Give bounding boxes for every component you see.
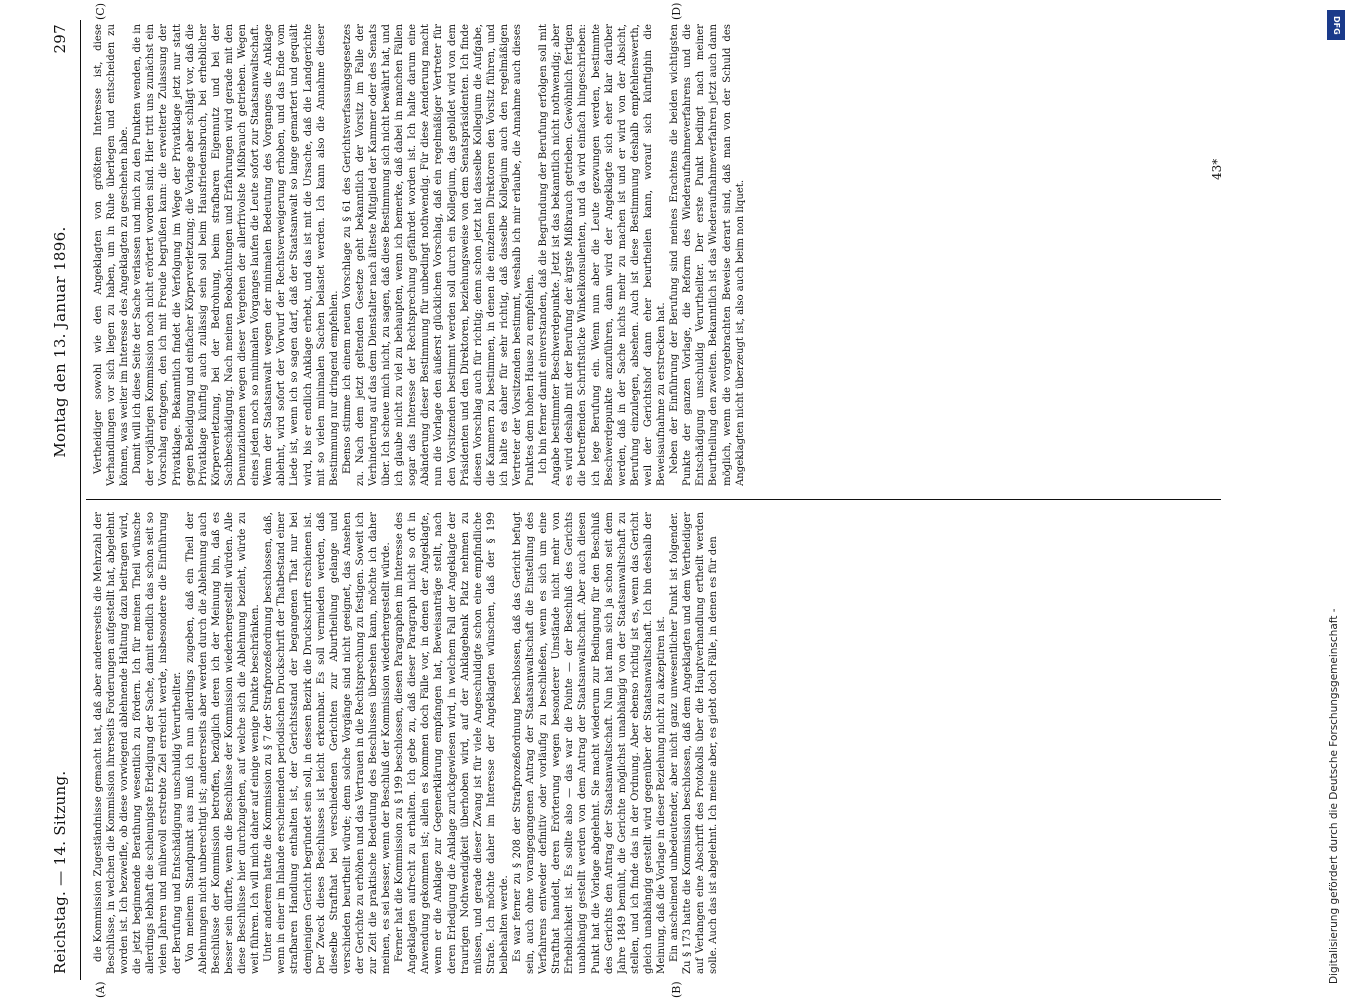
margin-marker-a: (A) — [94, 981, 107, 998]
paragraph: Es war ferner zu § 208 der Strafprozeßordnung beschlossen, daß das Gericht befugt sein, auch ohne vorangegangenen Antrag der Staatsanwaltschaft die Einstellung des Verfahrens entweder definitiv oder vorläufig zu beschließen, wenn es sich um eine Strafthat handelt, deren Erörterung wegen besonderer Umstände nicht mehr von Erheblichkeit ist. Es sollte also — das war die Pointe — der Beschluß des Gerichts unabhängig gestellt werden von dem Antrag der Staatsanwaltschaft. Aber auch diesen Punkt hat die Vorlage abgelehnt. Sie macht wiederum zur Bedingung für den Beschluß des Gerichts den Antrag der Staatsanwaltschaft. Nun hat man sich ja schon seit dem Jahre 1849 bemüht, die Gerichte möglichst unabhängig von der Staatsanwaltschaft zu stellen, und ich finde das in der Ordnung. Aber ebenso richtig ist es, wenn das Gericht gleich unabhängig gestellt wird gegenüber der Staatsanwaltschaft. Ich bin deshalb der Meinung, daß die Vorlage in dieser Beziehung nicht zu akzeptiren ist. — [512, 512, 668, 974]
margin-marker-c: (C) — [94, 3, 107, 20]
document-page — [40, 0, 1285, 1000]
paragraph: Ferner hat die Kommission zu § 199 beschlossen, diesen Paragraphen im Interesse des Angeklagten aufrecht zu erhalten. Ich gebe zu, daß dieser Paragraph nicht so oft in Anwendung gekommen ist; allein es kommen doch Fälle vor, in denen der Angeklagte, wenn er die Anklage zur Gegenerklärung empfangen hat, Beweisanträge stellt, nach deren Erledigung die Anklage zurückgewiesen wird, in welchem Fall der Angeklagte der traurigen Nothwendigkeit überhoben wird, auf der Anklagebank Platz nehmen zu müssen, und gerade dieser Zwang ist für viele Angeschuldigte schon eine empfindliche Strafe. Ich möchte daher im Interesse der Angeklagten wünschen, daß der § 199 beibehalten werde. — [394, 512, 510, 974]
page-number: 297 — [51, 24, 69, 54]
paragraph: Von meinem Standpunkt aus muß ich nun allerdings zugeben, daß ein Theil der Ablehnungen nicht unberechtigt ist; andererseits aber werden durch die Ablehnung auch Beschlüsse der Kommission betroffen, bezüglich deren ich der Meinung bin, daß es besser sein dürfte, wenn die Beschlüsse der Kommission wiederhergestellt würden. Alle diese Beschlüsse hier durchzugehen, auf welche sich die Ablehnung bezieht, würde zu weit führen. Ich will mich daher auf einige wenige Punkte beschränken. — [184, 512, 262, 974]
paragraph: Ich bin ferner damit einverstanden, daß die Begründung der Berufung erfolgen soll mit Angabe bestimmter Beschwerdepunkte. Jetzt ist das bekanntlich nicht nothwendig; aber es wird deshalb mit der Berufung der ärgste Mißbrauch getrieben. Gewöhnlich fertigen die betreffenden Schriftstücke Winkelkonsulenten, und da wird einfach hingeschrieben: ich lege Berufung ein. Wenn nun aber die Leute gezwungen werden, bestimmte Beschwerdepunkte anzuführen, dann wird der Angeklagte sich eher klar darüber werden, daß in der Sache nichts mehr zu machen ist und er wird von der Absicht, Berufung einzulegen, absehen. Auch ist diese Bestimmung deshalb empfehlenswerth, weil der Gerichtshof dann eher beurtheilen kann, worauf sich künftighin die Beweisaufnahme zu erstrecken hat. — [538, 24, 668, 486]
margin-marker-b: (B) — [670, 981, 683, 998]
sheet-signature: 43* — [1210, 158, 1224, 180]
paragraph: Unter anderem hatte die Kommission zu § 7 der Strafprozeßordnung beschlossen, daß, wenn in einer im Inlande erscheinenden periodischen Druckschrift der Thatbestand einer strafbaren Handlung enthalten ist, der Gerichtsstand der begangenen That nur bei demjenigen Gericht begründet sein soll, in dessen Bezirk die Druckschrift erschienen ist. Der Zweck dieses Beschlusses ist leicht erkennbar. Es soll vermieden werden, daß dieselbe Strafthat bei verschiedenen Gerichten zur Aburtheilung gelange und verschieden beurtheilt würde; denn solche Vorgänge sind nicht geeignet, das Ansehen der Gerichte zu erhöhen und das Vertrauen in die Rechtsprechung zu festigen. Soweit ich zur Zeit die praktische Bedeutung des Beschlusses übersehen kann, möchte ich daher meinen, es sei besser, wenn der Beschluß der Kommission wiederhergestellt würde. — [263, 512, 393, 974]
paragraph: Vertheidiger sowohl wie den Angeklagten von größtem Interesse ist, diese Verhandlungen vor sich liegen zu haben, um in Ruhe überlegen und entscheiden zu können, was weiter im Interesse des Angeklagten zu geschehen habe. — [93, 24, 131, 486]
column-divider — [86, 499, 1221, 500]
credit-text: Digitalisierung gefördert durch die Deutsche Forschungsgemeinschaft - — [1328, 608, 1340, 984]
margin-marker-d: (D) — [670, 2, 683, 20]
paragraph: Damit will ich diese Seite der Sache verlassen und mich zu den Punkten wenden, die in der vorjährigen Kommission noch nicht erörtert worden sind. Hier tritt uns zunächst ein Vorschlag entgegen, den ich mit Freude begrüßen kann: die erweiterte Zulassung der Privatklage. Bekanntlich findet die Verfolgung im Wege der Privatklage jetzt nur statt gegen Beleidigung und einfacher Körperverletzung; die Vorlage aber schlägt vor, daß die Privatklage künftig auch zulässig sein soll beim Hausfriedensbruch, bei erheblicher Körperverletzung, bei der Bedrohung, beim strafbaren Eigennutz und bei der Sachbeschädigung. Nach meinen Beobachtungen und Erfahrungen wird gerade mit den Denunziationen wegen dieser Vergehen der allerfrivolste Mißbrauch getrieben. Wegen eines jeden noch so minimalen Vorganges laufen die Leute sofort zur Staatsanwaltschaft. Wenn der Staatsanwalt wegen der minimalen Bedeutung des Vorganges die Anklage ablehnt, wird sofort der Vorwurf der Rechtsverweigerung erhoben, und das Ende vom Liede ist, wenn ich so sagen darf, daß der Staatsanwalt so lange gemartert und gequält wird, bis er endlich Anklage erhebt, und das ist mit die Ursache, daß die Landgerichte mit so vielen minimalen Sachen belastet werden. Ich kann also die Annahme dieser Bestimmung nur dringend empfehlen. — [132, 24, 340, 486]
paragraph: Ein anscheinend unbedeutender, aber nicht ganz unwesentlicher Punkt ist folgender. Zu § 173 hatte die Kommission beschlossen, daß dem Angeklagten und dem Vertheidiger auf Verlangen eine Abschrift des Protokolls über die Hauptverhandlung ertheilt werden solle. Auch das ist abgelehnt. Ich meine aber, es giebt doch Fälle, in denen es für den — [669, 512, 720, 974]
header-left: Reichstag. — 14. Sitzung. — [51, 770, 69, 974]
running-header — [40, 24, 80, 974]
header-rule — [80, 20, 81, 980]
text-column-left — [92, 512, 1222, 974]
header-date: Montag den 13. Januar 1896. — [51, 226, 69, 458]
paragraph: Neben der Einführung der Berufung sind meines Erachtens die beiden wichtigsten Punkte der ganzen Vorlage, die Reform des Wiederaufnahmeverfahrens und die Entschädigung unschuldig Verurtheilter. Der erste Punkt bedingt nach meiner Beurtheilung den zweiten. Bekanntlich ist das Wiederaufnahmeverfahren jetzt auch dann möglich, wenn die vorgebrachten Beweise derart sind, daß man von der Schuld des Angeklagten nicht überzeugt ist, also auch beim non liquet. — [669, 24, 746, 486]
text-column-right — [92, 24, 1222, 486]
dfg-logo-icon: DFG — [1327, 10, 1345, 40]
paragraph: Ebenso stimme ich einem neuen Vorschlage zu § 61 des Gerichtsverfassungsgesetzes zu. Nach dem jetzt geltenden Gesetze geht bekanntlich der Vorsitz im Falle der Verhinderung auf das dem Dienstalter nach älteste Mitglied der Kammer oder des Senats über. Ich scheue mich nicht, zu sagen, daß diese Bestimmung sich nicht bewährt hat, und ich glaube nicht zu viel zu behaupten, wenn ich bemerke, daß dabei in manchen Fällen sogar das Interesse der Rechtsprechung gefährdet worden ist. Ich halte darum eine Abänderung dieser Bestimmung für unbedingt nothwendig. Für diese Aenderung macht nun die Vorlage den äußerst glücklichen Vorschlag, daß ein regelmäßiger Vertreter für den Vorsitzenden bestimmt werden soll durch ein Kollegium, das gebildet wird von dem Präsidenten und den Direktoren, beziehungsweise von dem Senatspräsidenten. Ich finde diesen Vorschlag auch für richtig; denn schon jetzt hat dasselbe Kollegium die Aufgabe, die Kammern zu bestimmen, in denen die einzelnen Direktoren den Vorsitz führen, und ich halte es daher für sehr richtig, daß dasselbe Kollegium auch den regelmäßigen Vertreter der Vorsitzenden bestimmt, weshalb ich mir erlaube, die Annahme auch dieses Punktes dem hohen Hause zu empfehlen. — [341, 24, 537, 486]
digitization-credit — [1325, 10, 1349, 990]
paragraph: die Kommission Zugeständnisse gemacht hat, daß aber andererseits die Mehrzahl der Beschlüsse, in welchen die Kommission ihrerseits Forderungen aufgestellt hat, abgelehnt worden ist. Ich bezweifle, ob diese vorwiegend ablehnende Haltung dazu beitragen wird, die jetzt beginnende Berathung wesentlich zu fördern. Ich für meinen Theil wünsche allerdings lebhaft die schleunigste Erledigung der Sache, damit endlich das schon seit so vielen Jahren und mühevoll erstrebte Ziel erreicht werde, insbesondere die Einführung der Berufung und Entschädigung unschuldig Verurtheilter. — [93, 512, 183, 974]
